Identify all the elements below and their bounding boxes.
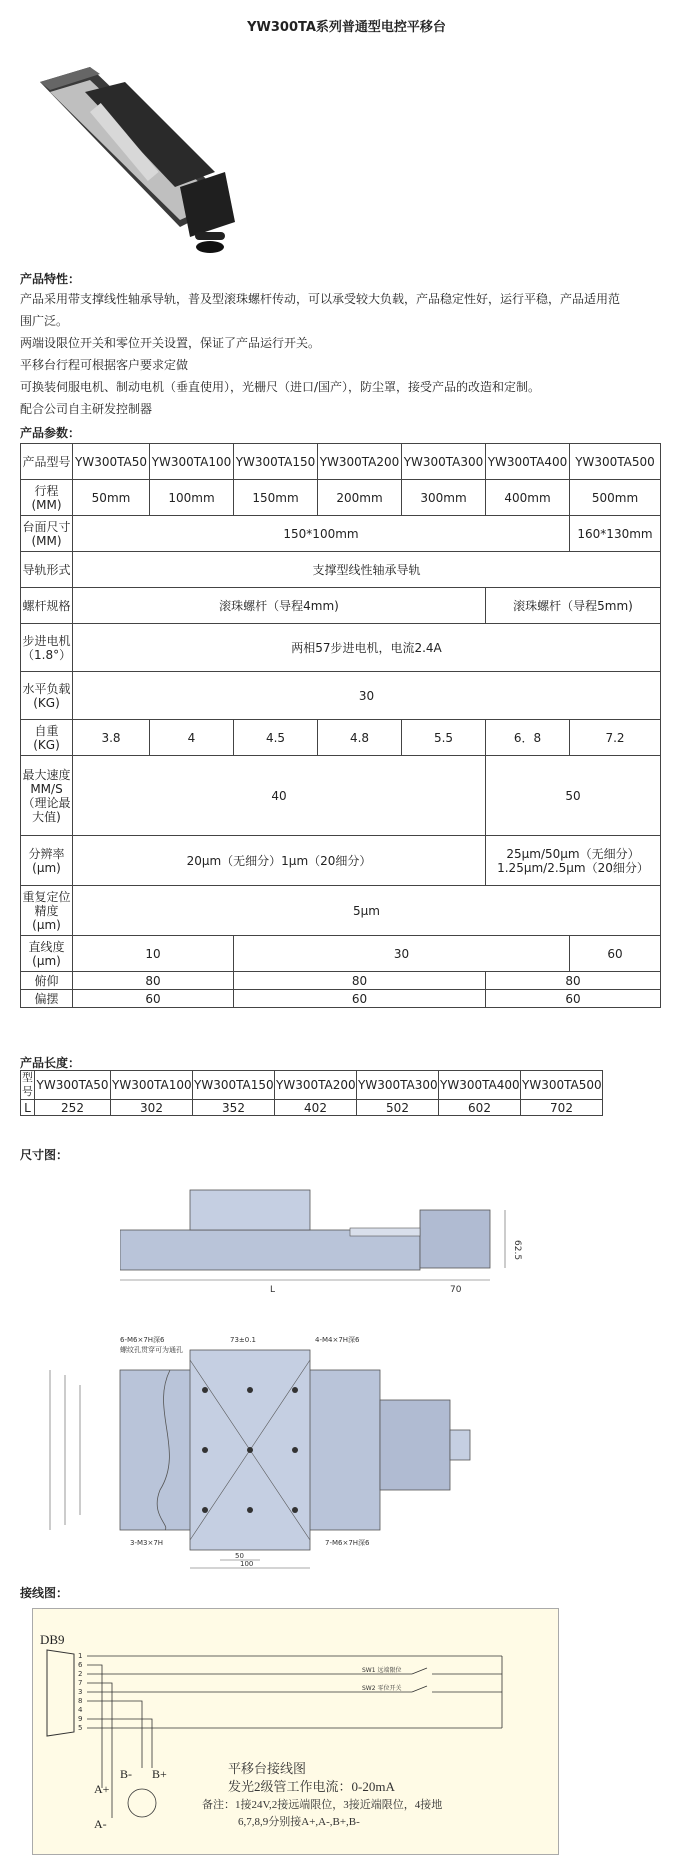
table-row bbox=[21, 588, 661, 624]
value-cell: 支撑型线性轴承导轨 bbox=[73, 552, 661, 588]
value-cell: 150mm bbox=[234, 480, 318, 516]
table-row bbox=[21, 444, 661, 480]
value-cell: 30 bbox=[73, 672, 661, 720]
model-cell: YW300TA300 bbox=[357, 1071, 439, 1100]
table-row bbox=[21, 886, 661, 936]
row-label: 台面尺寸(MM) bbox=[21, 516, 73, 552]
row-label: 产品型号 bbox=[21, 444, 73, 480]
pin-label: 6 bbox=[78, 1661, 83, 1669]
value-cell: 两相57步进电机，电流2.4A bbox=[73, 624, 661, 672]
value-cell: 80 bbox=[234, 972, 486, 990]
dims-heading: 尺寸图： bbox=[20, 1148, 69, 1162]
row-label: 直线度(μm) bbox=[21, 936, 73, 972]
b-plus-label: B+ bbox=[152, 1767, 167, 1781]
value-cell: 60 bbox=[486, 990, 661, 1008]
table-row bbox=[21, 480, 661, 516]
value-cell: 50mm bbox=[73, 480, 150, 516]
length-table bbox=[20, 1070, 603, 1116]
dim-70-label: 70 bbox=[450, 1285, 462, 1295]
value-cell: 5.5 bbox=[402, 720, 486, 756]
value-cell: 50 bbox=[486, 756, 661, 836]
dim-62-label: 62.5 bbox=[512, 1240, 522, 1261]
model-cell: YW300TA400 bbox=[439, 1071, 521, 1100]
value-cell: 402 bbox=[275, 1100, 357, 1116]
model-cell: YW300TA500 bbox=[570, 444, 661, 480]
pin-label: 5 bbox=[78, 1724, 83, 1732]
feature-line: 两端设限位开关和零位开关设置，保证了产品运行开关。 bbox=[20, 336, 321, 350]
feature-line: 平移台行程可根据客户要求定做 bbox=[20, 358, 189, 372]
value-cell: 25μm/50μm（无细分） 1.25μm/2.5μm（20细分） bbox=[486, 836, 661, 886]
pin-label: 4 bbox=[78, 1706, 83, 1714]
table-row bbox=[21, 836, 661, 886]
table-row bbox=[21, 1100, 603, 1116]
length-heading: 产品长度： bbox=[20, 1056, 81, 1070]
page-title: YW300TA系列普通型电控平移台 bbox=[247, 20, 446, 35]
value-cell: 20μm（无细分）1μm（20细分） bbox=[73, 836, 486, 886]
features-list bbox=[20, 288, 670, 420]
value-cell: 602 bbox=[439, 1100, 521, 1116]
sw2-label: SW2 零位开关 bbox=[362, 1685, 402, 1692]
table-row bbox=[21, 990, 661, 1008]
value-cell: 150*100mm bbox=[73, 516, 570, 552]
top-view-drawing bbox=[40, 1330, 520, 1570]
row-label: 重复定位精度(μm) bbox=[21, 886, 73, 936]
value-cell: 80 bbox=[486, 972, 661, 990]
dim-note: 7-M6×7H深6 bbox=[325, 1539, 370, 1547]
value-cell: 10 bbox=[73, 936, 234, 972]
pin-label: 3 bbox=[78, 1688, 83, 1696]
feature-line: 可换装伺服电机、制动电机（垂直使用），光栅尺（进口/国产），防尘罩，接受产品的改造和定制。 bbox=[20, 380, 541, 394]
value-cell: 60 bbox=[73, 990, 234, 1008]
value-cell: 滚珠螺杆（导程4mm) bbox=[73, 588, 486, 624]
table-row bbox=[21, 552, 661, 588]
dim-note: 螺纹孔贯穿可为通孔 bbox=[120, 1346, 183, 1354]
value-cell: 6．8 bbox=[486, 720, 570, 756]
value-cell: 60 bbox=[234, 990, 486, 1008]
row-label: 步进电机（1.8°） bbox=[21, 624, 73, 672]
pin-label: 7 bbox=[78, 1679, 83, 1687]
side-view-drawing bbox=[120, 1180, 540, 1310]
product-photo bbox=[30, 62, 280, 262]
table-row bbox=[21, 720, 661, 756]
model-cell: YW300TA300 bbox=[402, 444, 486, 480]
table-row bbox=[21, 1071, 603, 1100]
dim-note: 100 bbox=[240, 1560, 254, 1568]
value-cell: 400mm bbox=[486, 480, 570, 516]
model-cell: YW300TA100 bbox=[111, 1071, 193, 1100]
row-label: L bbox=[21, 1100, 35, 1116]
value-cell: 5μm bbox=[73, 886, 661, 936]
features-heading: 产品特性： bbox=[20, 272, 81, 286]
value-cell: 352 bbox=[193, 1100, 275, 1116]
pin-label: 8 bbox=[78, 1697, 83, 1705]
table-row bbox=[21, 624, 661, 672]
model-cell: YW300TA100 bbox=[150, 444, 234, 480]
value-cell: 300mm bbox=[402, 480, 486, 516]
value-cell: 80 bbox=[73, 972, 234, 990]
dim-l-label: L bbox=[270, 1285, 276, 1295]
value-cell: 100mm bbox=[150, 480, 234, 516]
model-cell: YW300TA400 bbox=[486, 444, 570, 480]
pin-label: 2 bbox=[78, 1670, 83, 1678]
value-cell: 滚珠螺杆（导程5mm) bbox=[486, 588, 661, 624]
row-label: 型号 bbox=[22, 1071, 33, 1098]
wiring-caption: 平移台接线图 bbox=[228, 1761, 307, 1776]
model-cell: YW300TA50 bbox=[73, 444, 150, 480]
pin-label: 1 bbox=[78, 1652, 83, 1660]
row-label: 最大速度MM/S（理论最大值) bbox=[21, 756, 73, 836]
row-label: 行程(MM) bbox=[21, 480, 73, 516]
value-cell: 30 bbox=[234, 936, 570, 972]
dim-note: 6-M6×7H深6 bbox=[120, 1336, 165, 1344]
model-cell: YW300TA150 bbox=[193, 1071, 275, 1100]
value-cell: 3.8 bbox=[73, 720, 150, 756]
value-cell: 60 bbox=[570, 936, 661, 972]
model-cell: YW300TA150 bbox=[234, 444, 318, 480]
value-cell: 200mm bbox=[318, 480, 402, 516]
model-cell: YW300TA200 bbox=[275, 1071, 357, 1100]
dim-note: 50 bbox=[235, 1552, 244, 1560]
row-label: 导轨形式 bbox=[21, 552, 73, 588]
params-heading: 产品参数： bbox=[20, 426, 81, 440]
wiring-heading: 接线图： bbox=[20, 1586, 69, 1600]
model-cell: YW300TA200 bbox=[318, 444, 402, 480]
wiring-caption: 发光2级管工作电流：0-20mA bbox=[228, 1779, 395, 1794]
a-minus-label: A- bbox=[94, 1817, 107, 1831]
value-cell: 7.2 bbox=[570, 720, 661, 756]
table-row bbox=[21, 972, 661, 990]
feature-line: 配合公司自主研发控制器 bbox=[20, 402, 153, 416]
pin-label: 9 bbox=[78, 1715, 83, 1723]
row-label: 水平负载(KG) bbox=[21, 672, 73, 720]
table-row bbox=[21, 672, 661, 720]
params-table bbox=[20, 443, 661, 1008]
value-cell: 252 bbox=[35, 1100, 111, 1116]
value-cell: 40 bbox=[73, 756, 486, 836]
model-cell: YW300TA500 bbox=[521, 1071, 603, 1100]
feature-line: 产品采用带支撑线性轴承导轨，普及型滚珠螺杆传动，可以承受较大负载，产品稳定性好，运行平稳，产品适用范 bbox=[20, 292, 621, 306]
value-cell: 160*130mm bbox=[570, 516, 661, 552]
value-cell: 302 bbox=[111, 1100, 193, 1116]
wiring-diagram bbox=[32, 1608, 560, 1856]
value-cell: 702 bbox=[521, 1100, 603, 1116]
wiring-note: 备注：1接24V,2接远端限位，3接近端限位，4接地 bbox=[202, 1799, 443, 1811]
a-plus-label: A+ bbox=[94, 1782, 110, 1796]
model-cell: YW300TA50 bbox=[35, 1071, 111, 1100]
wiring-note: 6,7,8,9分别接A+,A-,B+,B- bbox=[238, 1816, 360, 1828]
row-label: 螺杆规格 bbox=[21, 588, 73, 624]
row-label: 俯仰 bbox=[21, 972, 73, 990]
b-minus-label: B- bbox=[120, 1767, 132, 1781]
row-label: 分辨率(μm) bbox=[21, 836, 73, 886]
table-row bbox=[21, 516, 661, 552]
value-cell: 500mm bbox=[570, 480, 661, 516]
value-cell: 502 bbox=[357, 1100, 439, 1116]
row-label: 偏摆 bbox=[21, 990, 73, 1008]
row-label: 自重(KG) bbox=[21, 720, 73, 756]
feature-line: 围广泛。 bbox=[20, 314, 69, 328]
value-cell: 4.5 bbox=[234, 720, 318, 756]
value-cell: 4 bbox=[150, 720, 234, 756]
table-row bbox=[21, 756, 661, 836]
db9-label: DB9 bbox=[40, 1632, 65, 1647]
value-cell: 4.8 bbox=[318, 720, 402, 756]
dim-note: 3-M3×7H bbox=[130, 1539, 164, 1547]
dim-note: 4-M4×7H深6 bbox=[315, 1336, 360, 1344]
sw1-label: SW1 远端限位 bbox=[362, 1667, 402, 1674]
dim-note: 73±0.1 bbox=[230, 1336, 256, 1344]
table-row bbox=[21, 936, 661, 972]
